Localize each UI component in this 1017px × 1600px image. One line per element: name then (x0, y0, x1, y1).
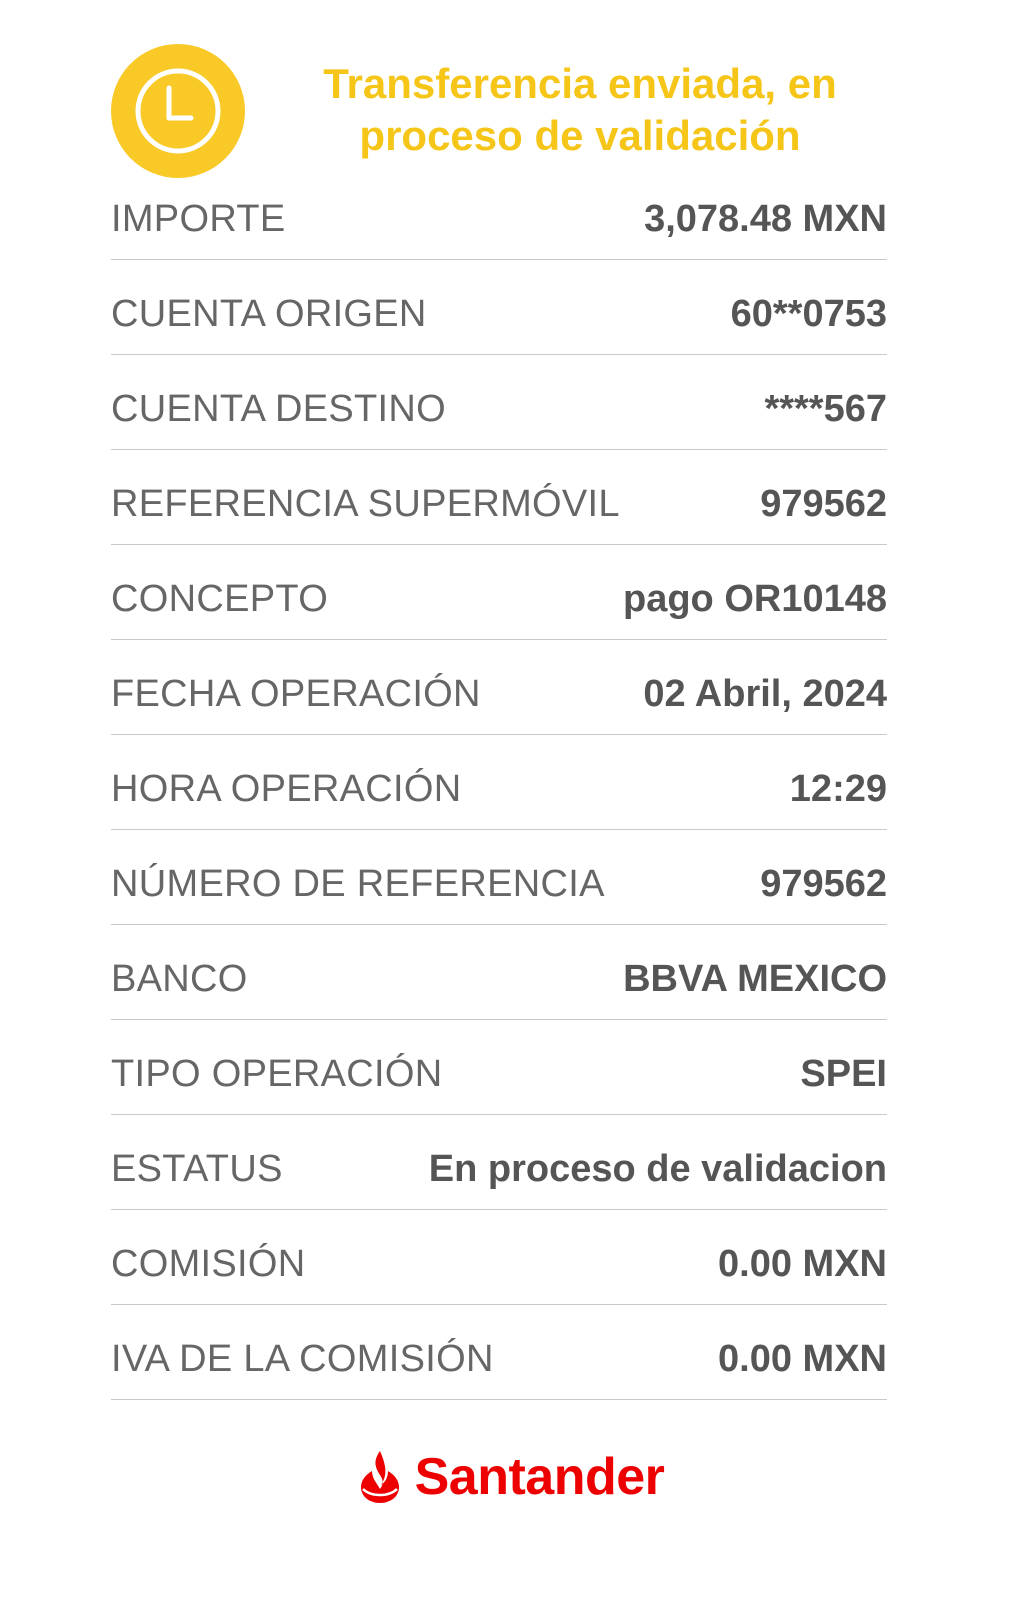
detail-row-banco (111, 925, 887, 1020)
detail-label: TIPO OPERACIÓN (111, 1053, 443, 1095)
detail-label: ESTATUS (111, 1148, 283, 1190)
detail-label: IMPORTE (111, 198, 286, 240)
detail-value: En proceso de validacion (428, 1148, 887, 1190)
detail-row-tipo-operacion (111, 1020, 887, 1115)
detail-row-estatus (111, 1115, 887, 1210)
detail-label: FECHA OPERACIÓN (111, 673, 481, 715)
status-title-line1: Transferencia enviada, en (323, 60, 837, 107)
detail-value: SPEI (800, 1053, 887, 1095)
detail-value: ****567 (764, 388, 887, 430)
detail-value: 02 Abril, 2024 (643, 673, 887, 715)
detail-row-concepto (111, 545, 887, 640)
transfer-details-list (111, 165, 887, 1400)
detail-row-numero-referencia (111, 830, 887, 925)
detail-label: CUENTA DESTINO (111, 388, 446, 430)
detail-value: 0.00 MXN (718, 1243, 887, 1285)
santander-flame-icon (353, 1449, 407, 1505)
detail-label: REFERENCIA SUPERMÓVIL (111, 483, 620, 525)
detail-value: 3,078.48 MXN (644, 198, 887, 240)
detail-row-comision (111, 1210, 887, 1305)
detail-value: 979562 (760, 483, 887, 525)
detail-row-fecha-operacion (111, 640, 887, 735)
detail-value: 12:29 (789, 768, 887, 810)
status-title-line2: proceso de validación (359, 112, 801, 159)
detail-row-cuenta-destino (111, 355, 887, 450)
detail-label: COMISIÓN (111, 1243, 306, 1285)
detail-label: HORA OPERACIÓN (111, 768, 462, 810)
detail-label: CUENTA ORIGEN (111, 293, 427, 335)
detail-label: CONCEPTO (111, 578, 329, 620)
detail-label: BANCO (111, 958, 248, 1000)
detail-value: 60**0753 (730, 293, 887, 335)
santander-logo (0, 1442, 1017, 1512)
brand-name: Santander (414, 1448, 665, 1506)
detail-row-cuenta-origen (111, 260, 887, 355)
detail-label: NÚMERO DE REFERENCIA (111, 863, 605, 905)
detail-row-iva-comision (111, 1305, 887, 1400)
detail-value: 979562 (760, 863, 887, 905)
detail-row-hora-operacion (111, 735, 887, 830)
detail-value: pago OR10148 (623, 578, 887, 620)
detail-row-referencia-supermovil (111, 450, 887, 545)
detail-value: BBVA MEXICO (623, 958, 887, 1000)
clock-icon (111, 44, 245, 178)
detail-row-importe (111, 165, 887, 260)
detail-value: 0.00 MXN (718, 1338, 887, 1380)
status-title (290, 58, 870, 162)
detail-label: IVA DE LA COMISIÓN (111, 1338, 494, 1380)
